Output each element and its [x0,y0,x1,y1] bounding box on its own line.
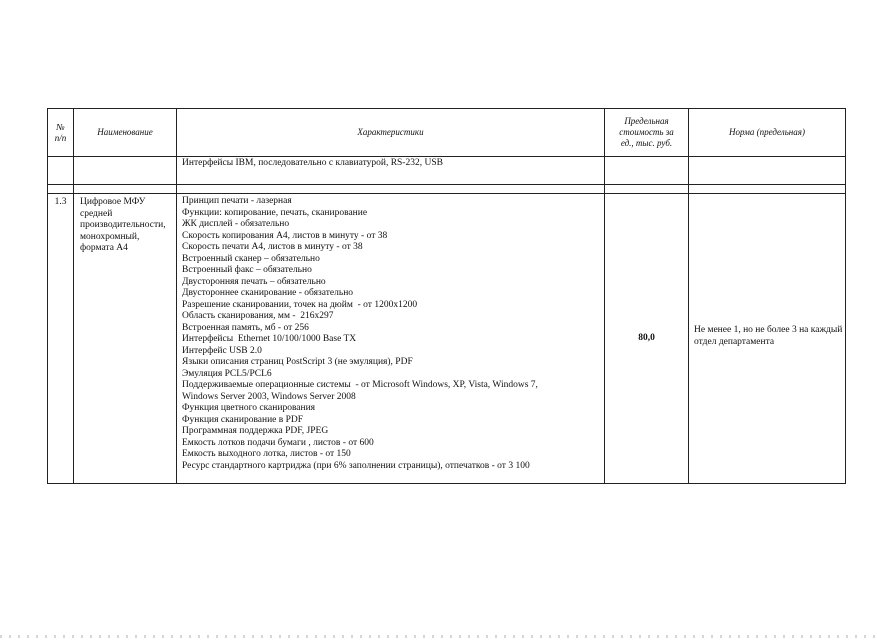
characteristic-line: Область сканирования, мм - 216х297 [182,311,334,321]
spacer-row [48,185,846,194]
characteristic-line: Встроенный факс – обязательно [182,265,312,275]
header-number-label: № п/п [54,121,67,143]
characteristic-line: Windows Server 2003, Windows Server 2008 [182,391,356,402]
characteristic-line: Принцип печати - лазерная [182,196,292,206]
continuation-price-cell [605,157,689,185]
characteristic-line: Языки описания страниц PostScript 3 (не эмуляция), PDF [182,357,413,367]
header-price-label: Предельная стоимость за ед., тыс. руб. [619,116,674,148]
header-norm: Норма (предельная) [689,109,846,157]
characteristic-line: Поддерживаемые операционные системы - от Microsoft Windows, XP, Vista, Windows 7, [182,380,538,390]
continuation-norm-cell [689,157,846,185]
characteristic-line: Функция сканирование в PDF [182,414,304,425]
item-number: 1.3 [48,194,74,484]
characteristic-line: Интерфейс USB 2.0 [182,345,262,356]
characteristic-line: Программная поддержка PDF, JPEG [182,426,329,436]
characteristic-line: Эмуляция PCL5/PCL6 [182,368,272,379]
characteristic-line: Разрешение сканировании, точек на дюйм - от 1200х1200 [182,299,418,310]
characteristic-line: Скорость копирования А4, листов в минуту - от 38 [182,230,388,241]
continuation-number-cell [48,157,74,185]
characteristic-line: Ресурс стандартного картриджа (при 6% заполнении страницы), отпечатков - от 3 100 [182,460,530,471]
spacer-cell [177,185,605,194]
spacer-cell [605,185,689,194]
item-norm: Не менее 1, но не более 3 на каждый отдел департамента [689,194,846,484]
item-characteristics [177,194,605,484]
characteristic-line: Двусторонняя печать – обязательно [182,276,326,287]
characteristic-line: Функции: копирование, печать, сканирование [182,207,368,218]
header-name: Наименование [74,109,177,157]
continuation-characteristics-cell: Интерфейсы IBM, последовательно с клавиатурой, RS-232, USB [177,157,605,185]
characteristic-line: Двустороннее сканирование - обязательно [182,288,354,298]
item-row [48,194,846,484]
scan-artifact-dots [0,635,877,638]
continuation-name-cell [74,157,177,185]
characteristic-line: Емкость выходного лотка, листов - от 150 [182,449,351,459]
spacer-cell [48,185,74,194]
header-number [48,109,74,157]
header-characteristics: Характеристики [177,109,605,157]
spacer-cell [689,185,846,194]
header-price [605,109,689,157]
item-name-text: Цифровое МФУ средней производительности, монохромный, формата А4 [80,197,166,253]
characteristic-line: Емкость лотков подачи бумаги , листов - от 600 [182,437,374,448]
characteristic-line: Встроенный сканер – обязательно [182,253,320,264]
item-price: 80,0 [605,194,689,484]
characteristic-line: Встроенная память, мб - от 256 [182,322,309,333]
spacer-cell [74,185,177,194]
characteristic-line: ЖК дисплей - обязательно [182,219,290,229]
table-header-row [48,109,846,157]
characteristic-line: Интерфейсы Ethernet 10/100/1000 Base TX [182,334,357,344]
continuation-row [48,157,846,185]
characteristic-line: Функция цветного сканирования [182,403,316,413]
characteristic-line: Скорость печати А4, листов в минуту - от 38 [182,242,363,252]
specification-table [47,108,846,484]
item-name [74,194,177,484]
